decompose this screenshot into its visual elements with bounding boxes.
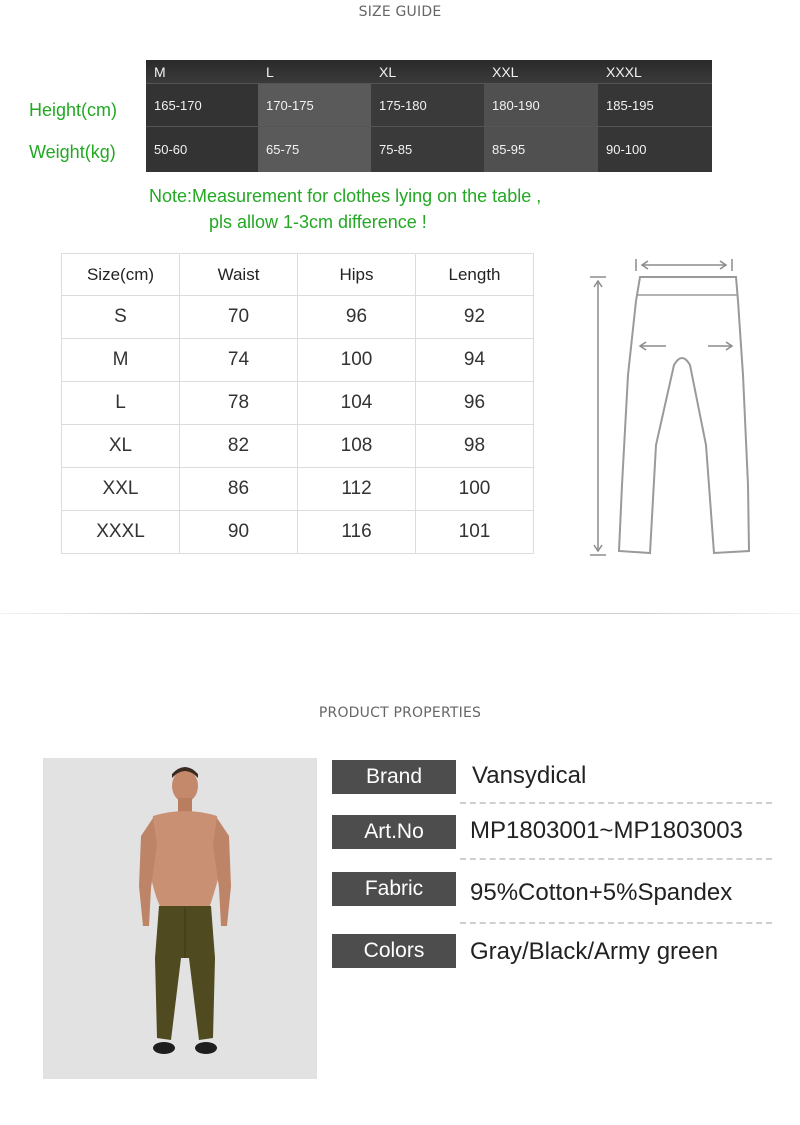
size-header: XXL: [484, 60, 598, 83]
height-value: 165-170: [146, 83, 258, 126]
size-header: M: [146, 60, 258, 83]
height-value: 170-175: [258, 83, 371, 126]
height-value: 175-180: [371, 83, 484, 126]
pants-outline: [619, 277, 749, 553]
cell-size: XL: [62, 425, 180, 468]
table-header-row: [62, 254, 534, 296]
size-header: L: [258, 60, 371, 83]
cell-size: M: [62, 339, 180, 382]
art-no-value: MP1803001~MP1803003: [470, 817, 743, 844]
cell-length: 96: [416, 382, 534, 425]
height-value: 185-195: [598, 83, 712, 126]
cell-hips: 116: [298, 511, 416, 554]
cell-waist: 70: [180, 296, 298, 339]
cell-hips: 100: [298, 339, 416, 382]
cell-length: 100: [416, 468, 534, 511]
row-divider: [460, 858, 772, 860]
table-row: [62, 468, 534, 511]
row-divider: [460, 802, 772, 804]
model-illustration: [43, 758, 317, 1079]
cell-length: 92: [416, 296, 534, 339]
table-row: [62, 296, 534, 339]
colors-value: Gray/Black/Army green: [470, 938, 719, 965]
header-length: Length: [416, 254, 534, 296]
section-divider: [0, 613, 800, 614]
cell-waist: 74: [180, 339, 298, 382]
cell-hips: 108: [298, 425, 416, 468]
cell-waist: 82: [180, 425, 298, 468]
note-line-2: pls allow 1-3cm difference !: [209, 212, 427, 232]
cell-waist: 90: [180, 511, 298, 554]
cell-size: L: [62, 382, 180, 425]
cell-length: 101: [416, 511, 534, 554]
art-no-tag: Art.No: [332, 815, 456, 849]
model-photo: [43, 758, 317, 1079]
cell-size: S: [62, 296, 180, 339]
cell-waist: 86: [180, 468, 298, 511]
cell-waist: 78: [180, 382, 298, 425]
cell-hips: 104: [298, 382, 416, 425]
cell-size: XXXL: [62, 511, 180, 554]
cell-length: 94: [416, 339, 534, 382]
header-size: Size(cm): [62, 254, 180, 296]
size-guide-title: SIZE GUIDE: [358, 4, 442, 20]
size-header: XXXL: [598, 60, 712, 83]
table-row: [62, 382, 534, 425]
cell-hips: 96: [298, 296, 416, 339]
pants-diagram: [578, 255, 758, 565]
header-hips: Hips: [298, 254, 416, 296]
height-label: Height(cm): [29, 100, 118, 120]
weight-value: 90-100: [598, 126, 712, 172]
weight-value: 50-60: [146, 126, 258, 172]
size-header: XL: [371, 60, 484, 83]
table-row: [62, 511, 534, 554]
weight-value: 75-85: [371, 126, 484, 172]
cell-size: XXL: [62, 468, 180, 511]
size-guide-table: [146, 60, 712, 172]
measurement-table: [61, 253, 534, 554]
header-waist: Waist: [180, 254, 298, 296]
cell-hips: 112: [298, 468, 416, 511]
height-value: 180-190: [484, 83, 598, 126]
brand-tag: Brand: [332, 760, 456, 794]
note-line-1: Note:Measurement for clothes lying on the table ,: [149, 186, 542, 206]
brand-value: Vansydical: [472, 762, 587, 789]
product-properties-title: PRODUCT PROPERTIES: [318, 705, 482, 721]
fabric-value: 95%Cotton+5%Spandex: [470, 879, 733, 906]
cell-length: 98: [416, 425, 534, 468]
row-divider: [460, 922, 772, 924]
weight-value: 85-95: [484, 126, 598, 172]
table-row: [62, 425, 534, 468]
weight-value: 65-75: [258, 126, 371, 172]
weight-label: Weight(kg): [29, 142, 116, 162]
colors-tag: Colors: [332, 934, 456, 968]
fabric-tag: Fabric: [332, 872, 456, 906]
table-row: [62, 339, 534, 382]
